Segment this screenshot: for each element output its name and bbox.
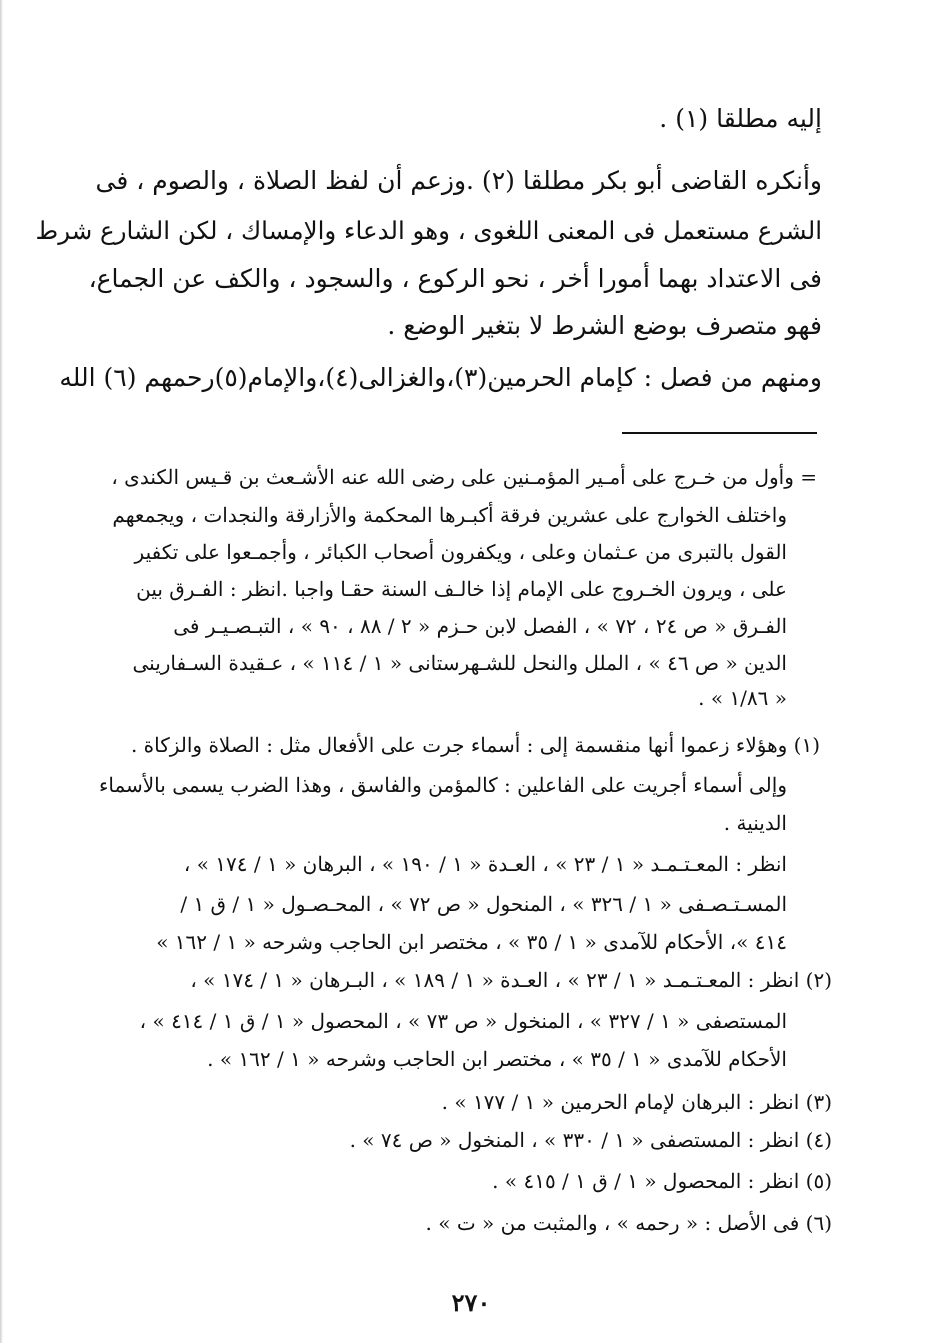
- footnote-line-1: = وأول من خـرج على أمـير المؤمـنين على رضى الله عنه الأشـعث بن قـيس الكندى ،: [111, 465, 817, 489]
- scan-edge-shadow: [0, 0, 3, 1343]
- footnote-separator: [622, 432, 817, 434]
- main-text-line-5: فهو متصرف بوضع الشرط لا بتغير الوضع .: [387, 311, 822, 340]
- footnote-line-7: « ١/٨٦ » .: [698, 686, 787, 710]
- page-number: ٢٧٠: [451, 1288, 491, 1317]
- footnote-1-line-2: وإلى أسماء أجريت على الفاعلين : كالمؤمن والفاسق ، وهذا الضرب يسمى بالأسماء: [98, 773, 787, 797]
- footnote-1-line-3: الدينية .: [723, 811, 787, 835]
- footnote-5: (٥) انظر : المحصول « ١ / ق ١ / ٤١٥ » .: [492, 1169, 832, 1193]
- footnote-3: (٣) انظر : البرهان لإمام الحرمين « ١ / ١٧٧ » .: [441, 1090, 832, 1114]
- footnote-line-6: الدين « ص ٤٦ » ، الملل والنحل للشـهرستانى « ١ / ١١٤ » ، عـقيدة السـفارينى: [132, 651, 787, 675]
- footnote-line-5: الفـرق « ص ٢٤ ، ٧٢ » ، الفصل لابن حـزم « ٢ / ٨٨ ، ٩٠ » ، التبـصـيـر فى: [173, 614, 787, 638]
- footnote-2-line-3: الأحكام للآمدى « ١ / ٣٥ » ، مختصر ابن الحاجب وشرحه « ١ / ١٦٢ » .: [207, 1047, 787, 1071]
- footnote-2-line-1: (٢) انظر : المعـتـمـد « ١ / ٢٣ » ، العـدة « ١ / ١٨٩ » ، البـرهان « ١ / ١٧٤ » ،: [190, 968, 832, 992]
- footnote-1-line-4: انظر : المعـتـمـد « ١ / ٢٣ » ، العـدة « ١ / ١٩٠ » ، البرهان « ١ / ١٧٤ » ،: [183, 852, 787, 876]
- footnote-line-2: واختلف الخوارج على عشرين فرقة أكبـرها المحكمة والأزارقة والنجدات ، ويجمعهم: [112, 503, 787, 527]
- main-text-line-3: الشرع مستعمل فى المعنى اللغوى ، وهو الدعاء والإمساك ، لكن الشارع شرط: [35, 216, 822, 245]
- footnote-1-line-6: ٤١٤ »، الأحكام للآمدى « ١ / ٣٥ » ، مختصر ابن الحاجب وشرحه « ١ / ١٦٢ »: [156, 930, 787, 954]
- footnote-1-line-5: المسـتـصـفى « ١ / ٣٢٦ » ، المنحول « ص ٧٢ » ، المحـصـول « ١ / ق ١ /: [180, 892, 787, 916]
- footnote-1-line-1: (١) وهؤلاء زعموا أنها منقسمة إلى : أسماء جرت على الأفعال مثل : الصلاة والزكاة .: [130, 733, 820, 757]
- main-text-line-6: ومنهم من فصل : كإمام الحرمين(٣)،والغزالى(٤)،والإمام(٥)رحمهم (٦) الله: [59, 363, 822, 392]
- main-text-line-4: فى الاعتداد بهما أمورا أخر ، نحو الركوع ، والسجود ، والكف عن الجماع،: [88, 264, 822, 293]
- footnote-line-3: القول بالتبرى من عـثمان وعلى ، ويكفرون أصحاب الكبائر ، وأجمـعوا على تكفير: [134, 540, 787, 564]
- footnote-line-4: على ، ويرون الخـروج على الإمام إذا خالـف السنة حقـا واجبا .انظر : الفـرق بين: [136, 577, 787, 601]
- main-text-line-2: وأنكره القاضى أبو بكر مطلقا (٢) .وزعم أن لفظ الصلاة ، والصوم ، فى: [95, 166, 822, 195]
- footnote-4: (٤) انظر : المستصفى « ١ / ٣٣٠ » ، المنخول « ص ٧٤ » .: [349, 1128, 832, 1152]
- main-text-line-1: إليه مطلقا (١) .: [659, 104, 822, 133]
- footnote-6: (٦) فى الأصل : « رحمه » ، والمثبت من « ت » .: [425, 1211, 832, 1235]
- footnote-2-line-2: المستصفى « ١ / ٣٢٧ » ، المنخول « ص ٧٣ » ، المحصول « ١ / ق ١ / ٤١٤ » ،: [139, 1009, 787, 1033]
